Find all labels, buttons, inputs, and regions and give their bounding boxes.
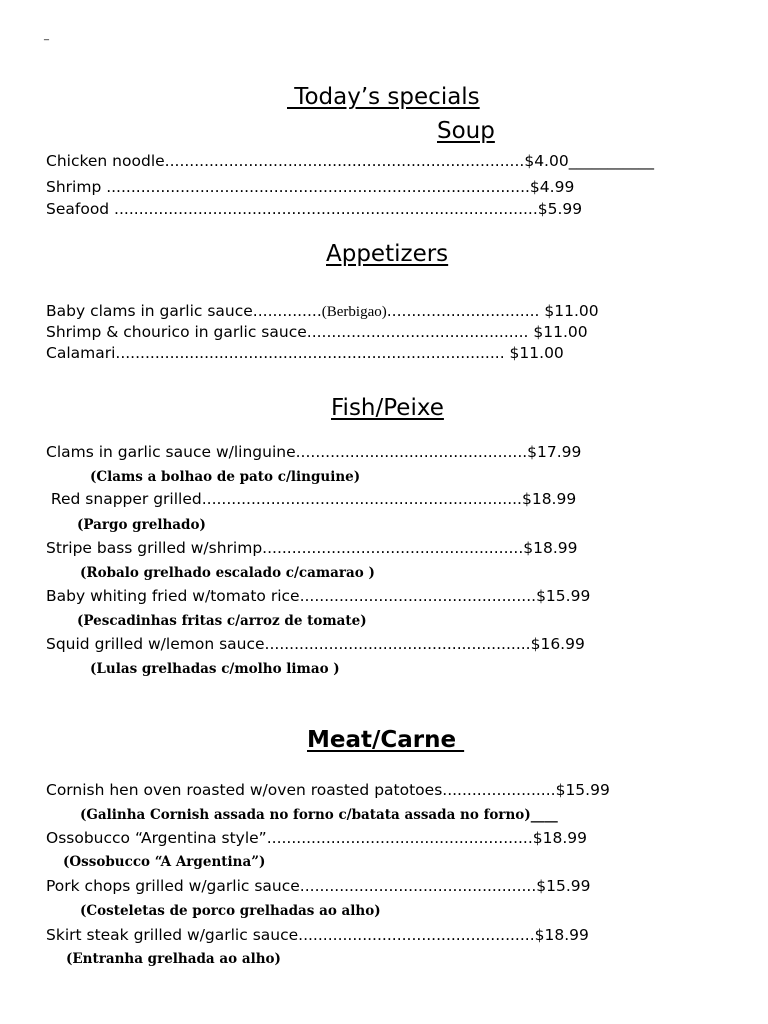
- menu-item-line: [46, 301, 599, 322]
- section-heading-fish: Fish/Peixe: [331, 395, 444, 421]
- section-heading-meat: Meat/Carne: [307, 727, 465, 753]
- menu-item-translation: (Lulas grelhadas c/molho limao ): [90, 661, 340, 677]
- menu-item-translation: (Ossobucco “A Argentina”): [63, 854, 266, 870]
- menu-item-line: Shrimp ......................................................................................$4.99: [46, 178, 575, 196]
- menu-item-translation: (Pargo grelhado): [77, 517, 206, 533]
- menu-item-translation: (Entranha grelhada ao alho): [66, 951, 281, 967]
- menu-item-translation: (Berbigao): [321, 304, 387, 320]
- menu-item-line: Stripe bass grilled w/shrimp.....................................................$18.99: [46, 539, 578, 557]
- menu-item-line: Shrimp & chourico in garlic sauce............................................. $11.00: [46, 323, 588, 341]
- menu-item-translation: (Pescadinhas fritas c/arroz de tomate): [77, 613, 367, 629]
- menu-item-line: Ossobucco “Argentina style”......................................................$18.99: [46, 829, 588, 847]
- menu-item-line: Pork chops grilled w/garlic sauce................................................$15.99: [46, 877, 591, 895]
- menu-item-line: Calamari............................................................................... $11.00: [46, 344, 564, 362]
- menu-item-line: Cornish hen oven roasted w/oven roasted patotoes.......................$15.99: [46, 781, 610, 799]
- section-heading-appetizers: Appetizers: [326, 241, 449, 267]
- menu-item-translation: (Costeletas de porco grelhadas ao alho): [80, 903, 381, 919]
- menu-item-line: Baby whiting fried w/tomato rice................................................$15.99: [46, 587, 591, 605]
- menu-item-price: ............................... $11.00: [386, 302, 599, 320]
- page-title: Today’s specials: [287, 84, 480, 110]
- menu-item-line: Seafood ......................................................................................$5.99: [46, 200, 583, 218]
- menu-item-line: Skirt steak grilled w/garlic sauce................................................$18.99: [46, 926, 589, 944]
- menu-item-line: Clams in garlic sauce w/linguine...............................................$17.99: [46, 443, 582, 461]
- menu-item-line: Squid grilled w/lemon sauce......................................................$16.99: [46, 635, 585, 653]
- corner-mark: _: [44, 30, 49, 41]
- menu-item-translation: (Robalo grelhado escalado c/camarao ): [80, 565, 375, 581]
- menu-item-translation: (Clams a bolhao de pato c/linguine): [90, 469, 361, 485]
- menu-item-name: Baby clams in garlic sauce..............: [46, 302, 322, 320]
- menu-item-line: Red snapper grilled.................................................................$18.99: [46, 490, 577, 508]
- section-heading-soup: Soup: [437, 118, 495, 144]
- menu-item-translation: (Galinha Cornish assada no forno c/batata assada no forno)____: [80, 807, 558, 823]
- menu-item-line: Chicken noodle.........................................................................$4.00___________: [46, 152, 654, 170]
